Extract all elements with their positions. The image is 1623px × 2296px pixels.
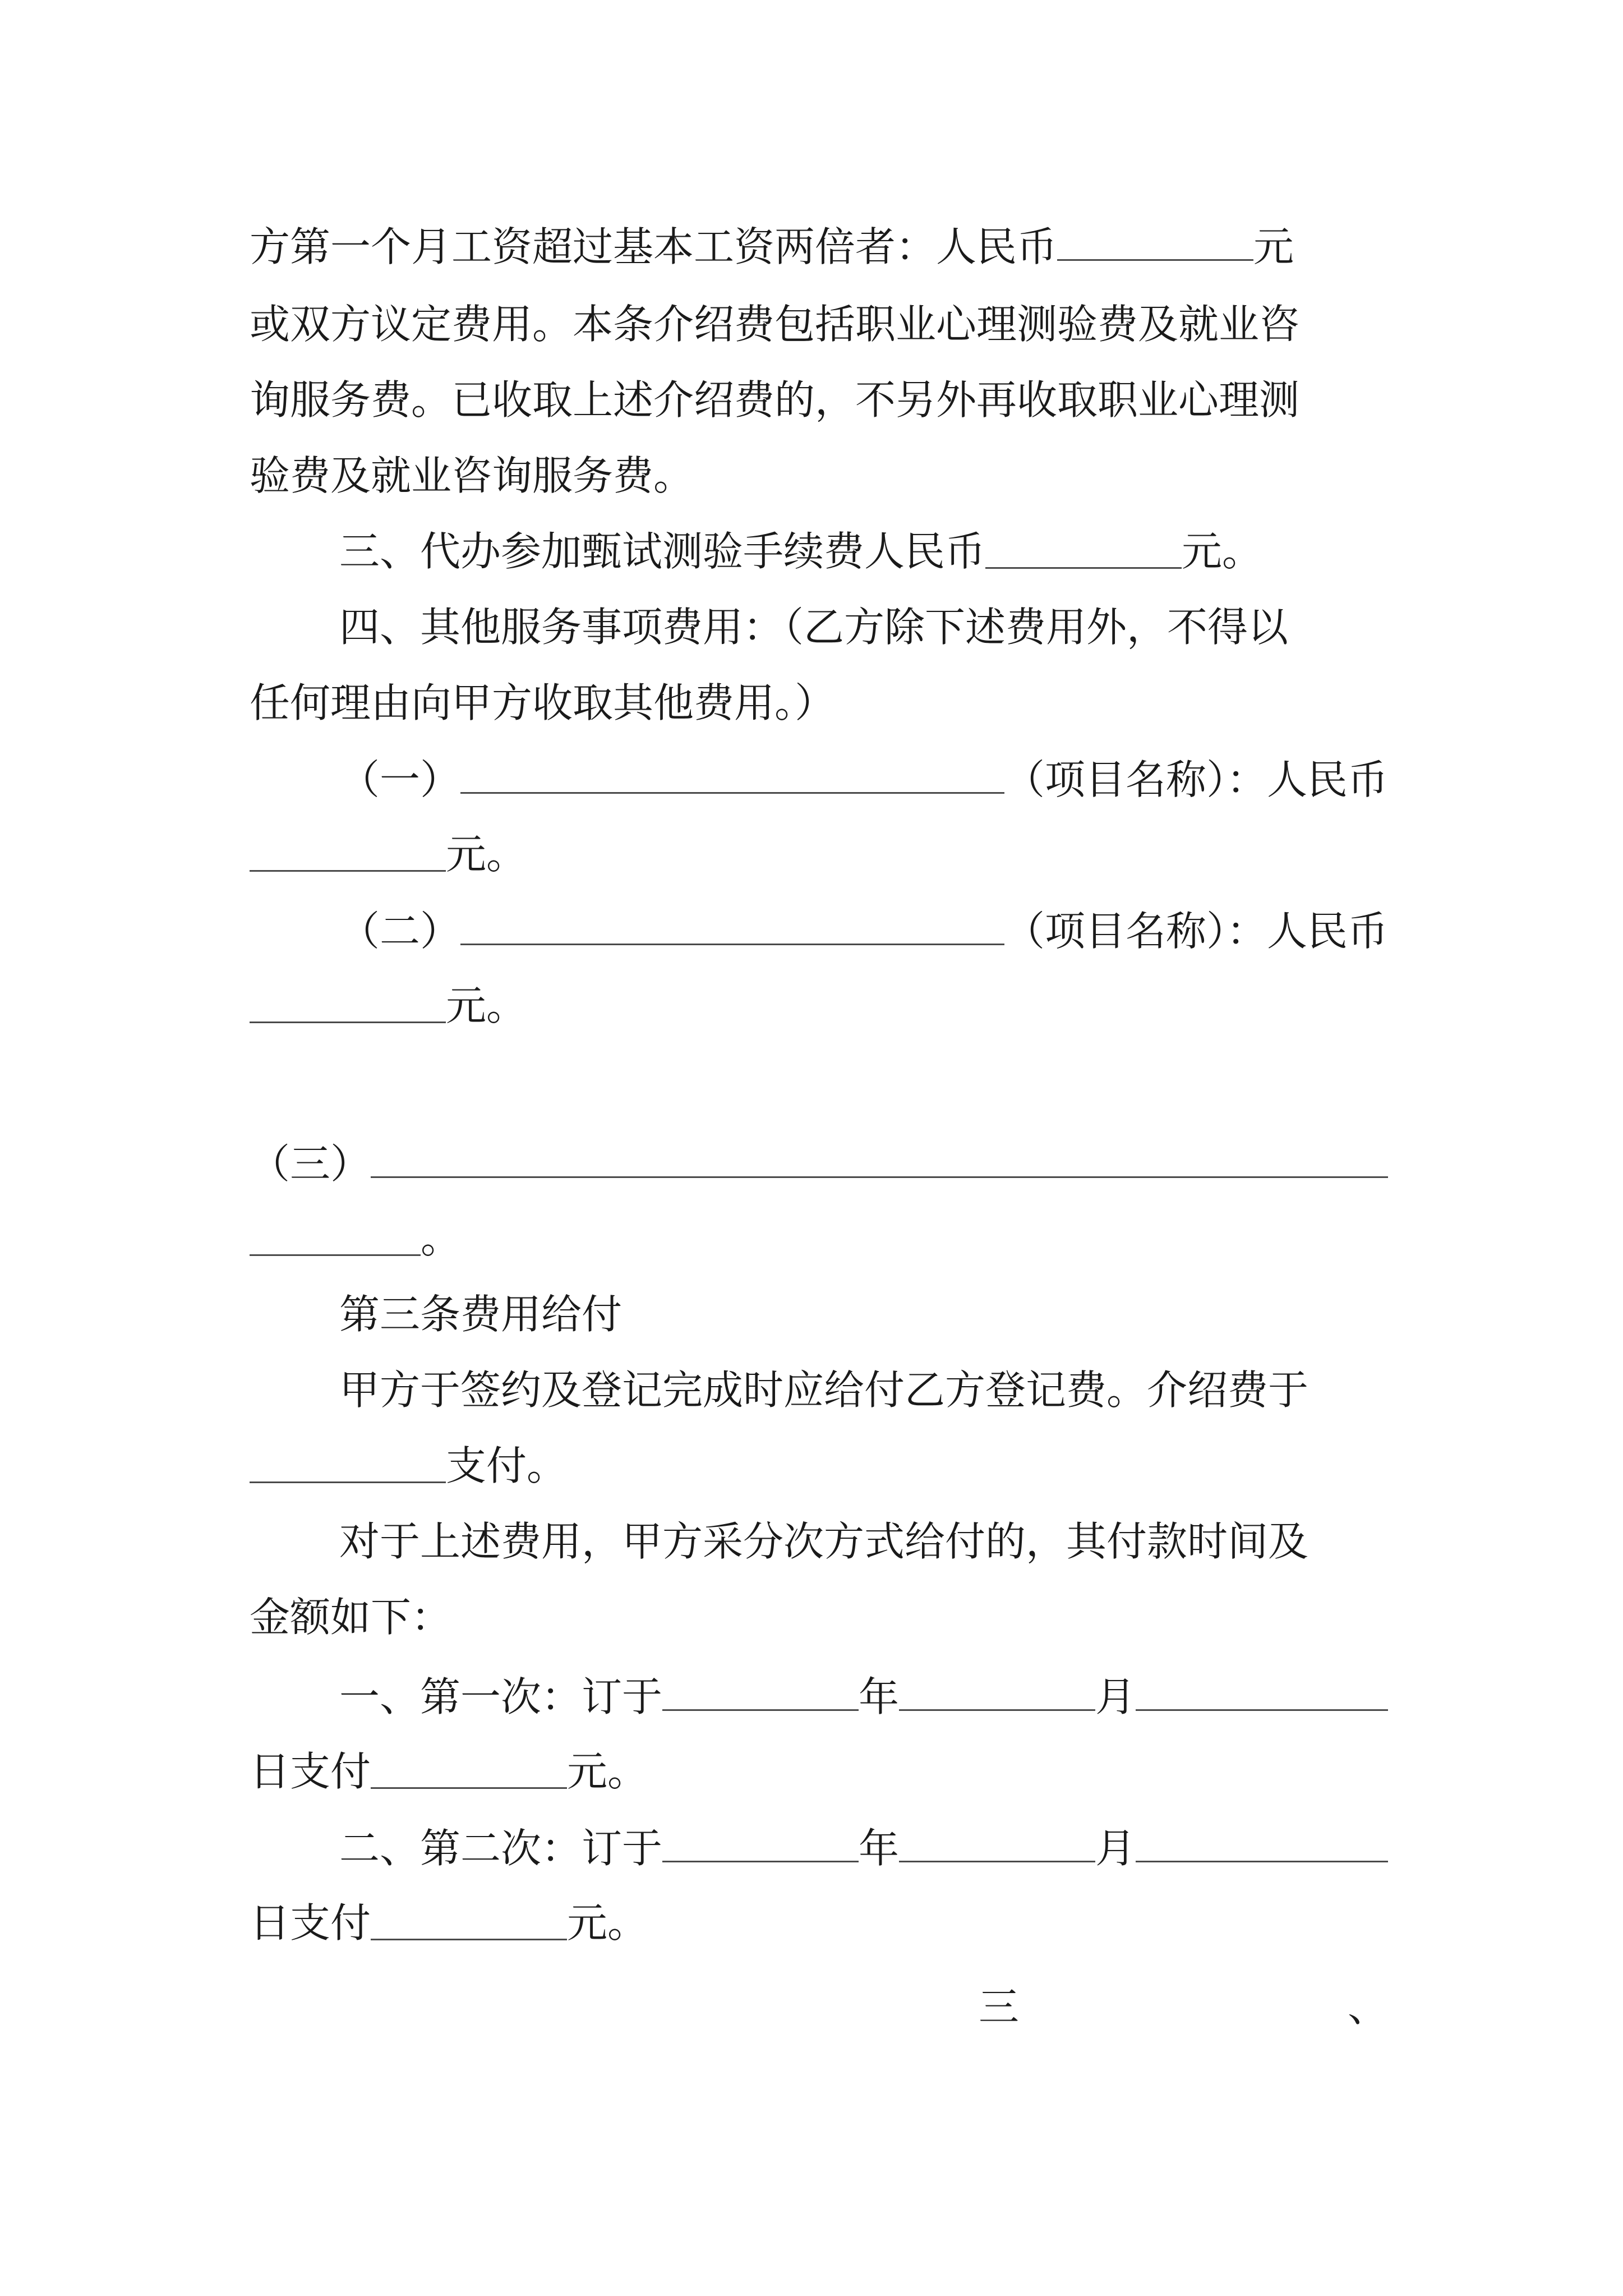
text-line-17 <box>339 1515 1388 1568</box>
fill-blank[interactable] <box>250 1441 446 1483</box>
text-line-13 <box>250 1212 1388 1266</box>
text-segment: 元。 <box>567 1748 648 1795</box>
text-line-10 <box>339 903 1388 957</box>
fill-blank[interactable] <box>460 903 1004 945</box>
text-line-2 <box>250 297 1388 351</box>
fill-blank[interactable] <box>371 1136 1388 1178</box>
text-segment: 三 <box>979 1984 1020 2031</box>
fill-blank[interactable] <box>1136 1820 1388 1862</box>
text-line-1 <box>250 219 1388 273</box>
text-line-19 <box>339 1669 1388 1723</box>
text-line-20 <box>250 1745 1388 1798</box>
text-line-3 <box>250 373 1388 427</box>
text-line-21 <box>339 1820 1388 1874</box>
text-line-8 <box>339 752 1388 806</box>
text-segment: （项目名称）：人民币 <box>1004 756 1388 803</box>
text-line-4 <box>250 449 1388 503</box>
section-heading <box>339 1287 1388 1341</box>
text-segment: 任何理由向甲方收取其他费用。） <box>250 679 836 726</box>
text-line-6 <box>339 600 1388 654</box>
text-segment: 月 <box>1095 1673 1136 1720</box>
text-segment: 日支付 <box>250 1899 371 1947</box>
text-segment: 日支付 <box>250 1748 371 1795</box>
text-segment: 元。 <box>567 1899 648 1947</box>
text-segment: 元。 <box>446 831 527 878</box>
text-line-22 <box>250 1896 1388 1950</box>
fill-blank[interactable] <box>371 1747 567 1789</box>
text-segment: 元 <box>1253 223 1294 270</box>
text-segment: （项目名称）：人民币 <box>1004 908 1388 955</box>
text-segment: 或双方议定费用。本条介绍费包括职业心理测验费及就业咨 <box>250 301 1300 348</box>
text-segment: 年 <box>859 1673 900 1720</box>
fill-blank[interactable] <box>899 1669 1095 1711</box>
text-line-23 <box>979 1980 1388 2034</box>
text-segment: 年 <box>859 1825 900 1872</box>
fill-blank[interactable] <box>1057 219 1253 261</box>
fill-blank[interactable] <box>250 830 446 872</box>
text-segment: 三、代办参加甄试测验手续费人民币 <box>339 528 986 575</box>
fill-blank[interactable] <box>662 1820 859 1862</box>
text-segment: 四、其他服务事项费用：（乙方除下述费用外，不得以 <box>339 604 1289 651</box>
fill-blank[interactable] <box>985 527 1182 569</box>
text-line-11 <box>250 979 1388 1033</box>
fill-blank[interactable] <box>371 1898 567 1940</box>
text-segment: （三） <box>250 1140 371 1188</box>
text-segment: 。 <box>421 1215 462 1262</box>
text-segment: 二、第二次：订于 <box>339 1825 663 1872</box>
text-segment: （一） <box>339 756 461 803</box>
text-line-15 <box>339 1363 1388 1417</box>
text-segment: （二） <box>339 908 461 955</box>
text-segment: 元。 <box>1182 528 1263 575</box>
fill-blank[interactable] <box>460 752 1004 794</box>
text-line-7 <box>250 676 1388 730</box>
text-line-9 <box>250 827 1388 881</box>
text-line-5 <box>339 524 1388 578</box>
text-segment: 、 <box>1347 1984 1388 2031</box>
fill-blank[interactable] <box>250 1214 421 1256</box>
text-segment: 验费及就业咨询服务费。 <box>250 452 694 499</box>
text-segment: 元。 <box>446 982 527 1029</box>
fill-blank[interactable] <box>662 1669 859 1711</box>
fill-blank[interactable] <box>250 981 446 1023</box>
text-line-16 <box>250 1439 1388 1493</box>
text-segment: 询服务费。已收取上述介绍费的，不另外再收取职业心理测 <box>250 376 1300 424</box>
text-segment: 方第一个月工资超过基本工资两倍者：人民币 <box>250 223 1058 270</box>
text-segment: 第三条费用给付 <box>339 1291 623 1338</box>
text-segment: 甲方于签约及登记完成时应给付乙方登记费。介绍费于 <box>339 1366 1309 1414</box>
text-segment: 金额如下： <box>250 1594 452 1641</box>
fill-blank[interactable] <box>899 1820 1095 1862</box>
fill-blank[interactable] <box>1136 1669 1388 1711</box>
text-segment: 支付。 <box>446 1442 568 1489</box>
text-segment: 对于上述费用，甲方采分次方式给付的，其付款时间及 <box>339 1518 1309 1565</box>
text-line-18 <box>250 1590 1388 1644</box>
text-segment: 一、第一次：订于 <box>339 1673 663 1720</box>
text-segment: 月 <box>1095 1825 1136 1872</box>
text-line-12 <box>250 1136 1388 1190</box>
